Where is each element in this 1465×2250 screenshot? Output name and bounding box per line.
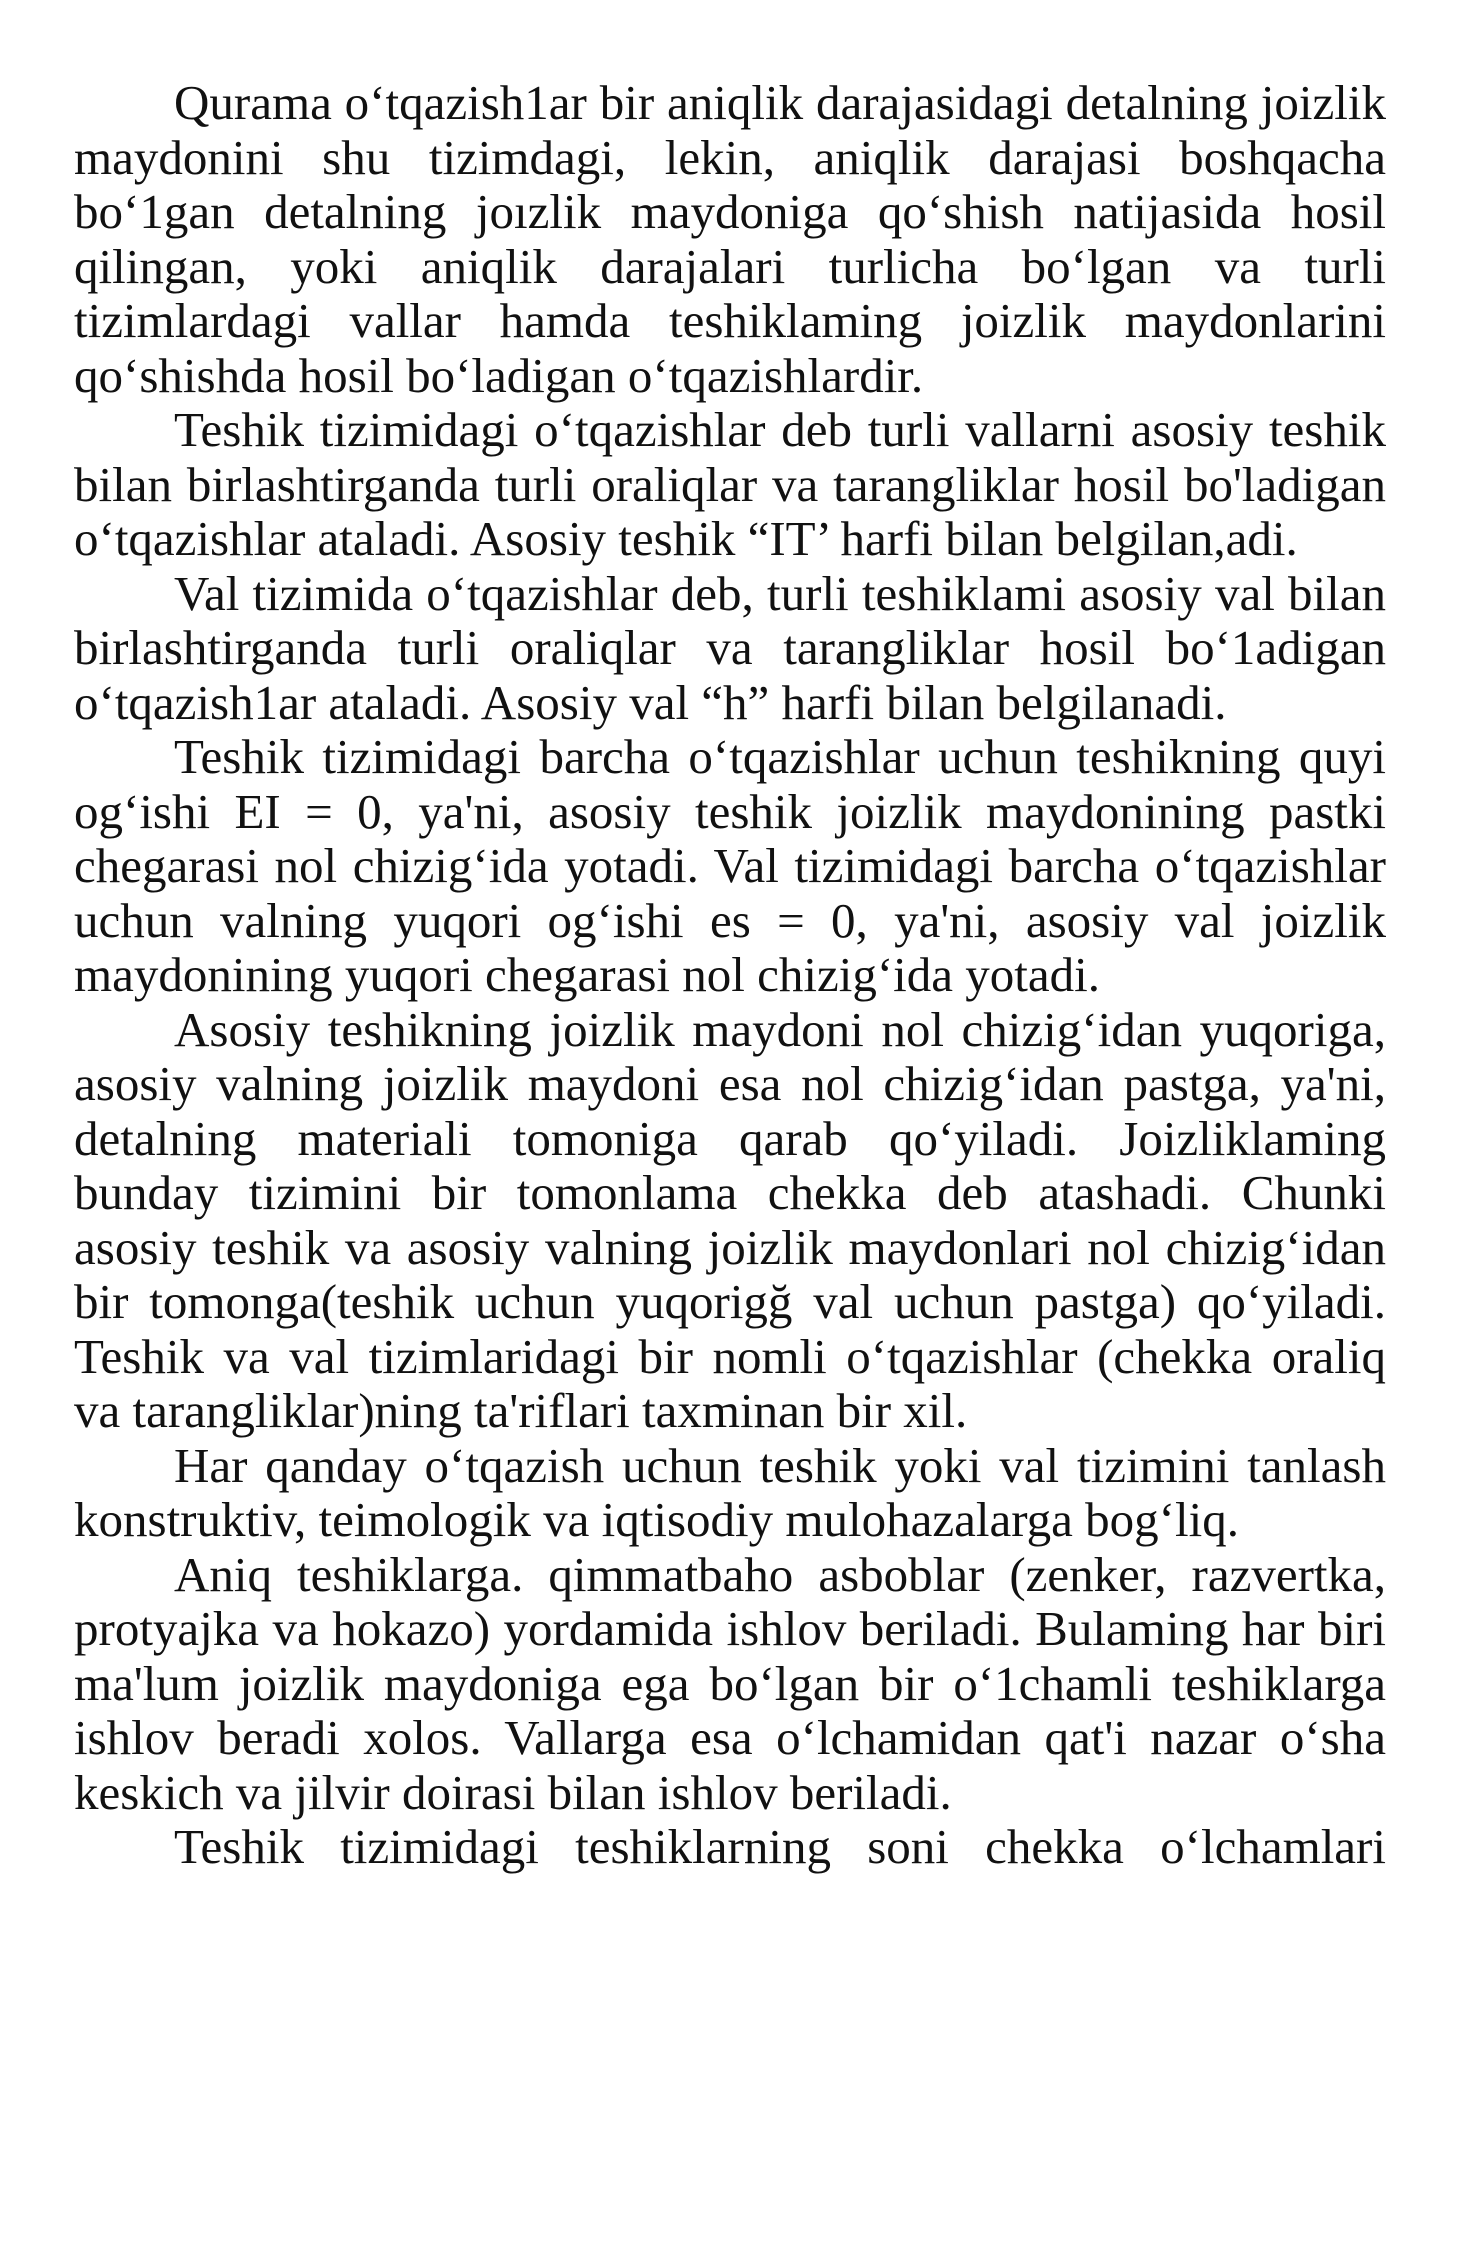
paragraph-3: Val tizimida o‘tqazishlar deb, turli teshiklami asosiy val bilan birlashtirganda turli oraliqlar va tarangliklar hosil bo‘1adigan o‘tqazish1ar ataladi. Asosiy val “h” harfi bilan belgilanadi.	[74, 565, 1386, 730]
document-page	[74, 76, 1386, 1875]
paragraph-4: Teshik tizimidagi barcha o‘tqazishlar uchun teshikning quyi og‘ishi EI = 0, ya'ni, asosiy teshik joizlik maydonining pastki chegarasi nol chizig‘ida yotadi. Val tizimidagi barcha o‘tqazishlar uchun valning yuqori og‘ishi es = 0, ya'ni, asosiy val joizlik maydonining yuqori chegarasi nol chizig‘ida yotadi.	[74, 729, 1386, 1002]
paragraph-8: Teshik tizimidagi teshiklarning soni chekka o‘lchamlari	[174, 1819, 1386, 1874]
paragraph-1: Qurama o‘tqazish1ar bir aniqlik darajasidagi detalning joizlik maydonini shu tizimdagi, lekin, aniqlik darajasi boshqacha bo‘1gan detalning joızlik maydoniga qo‘shish natijasida hosil qilingan, yoki aniqlik darajalari turlicha bo‘lgan va turli tizimlardagi vallar hamda teshiklaming joizlik maydonlarini qo‘shishda hosil bo‘ladigan o‘tqazishlardir.	[74, 75, 1386, 403]
paragraph-5: Asosiy teshikning joizlik maydoni nol chizig‘idan yuqoriga, asosiy valning joizlik maydoni esa nol chizig‘idan pastga, ya'ni, detalning materiali tomoniga qarab qo‘yiladi. Joizliklaming bunday tizimini bir tomonlama chekka deb atashadi. Chunki asosiy teshik va asosiy valning joizlik maydonlari nol chizig‘idan bir tomonga(teshik uchun yuqorigğ val uchun pastga) qo‘yiladi. Teshik va val tizimlaridagi bir nomli o‘tqazishlar (chekka oraliq va tarangliklar)ning ta'riflari taxminan bir xil.	[74, 1001, 1386, 1438]
paragraph-6: Har qanday o‘tqazish uchun teshik yoki val tizimini tanlash konstruktiv, teimologik va iqtisodiy mulohazalarga bog‘liq.	[74, 1437, 1386, 1547]
paragraph-7: Aniq teshiklarga. qimmatbaho asboblar (zenker, razvertka, protyajka va hokazo) yordamida ishlov beriladi. Bulaming har biri ma'lum joizlik maydoniga ega bo‘lgan bir o‘1chamli teshiklarga ishlov beradi xolos. Vallarga esa o‘lchamidan qat'i nazar o‘sha keskich va jilvir doirasi bilan ishlov beriladi.	[74, 1546, 1386, 1820]
paragraph-2: Teshik tizimidagi o‘tqazishlar deb turli vallarni asosiy teshik bilan birlashtirganda turli oraliqlar va tarangliklar hosil bo'ladigan o‘tqazishlar ataladi. Asosiy teshik “IT’ harfi bilan belgilan,adi.	[74, 402, 1386, 566]
